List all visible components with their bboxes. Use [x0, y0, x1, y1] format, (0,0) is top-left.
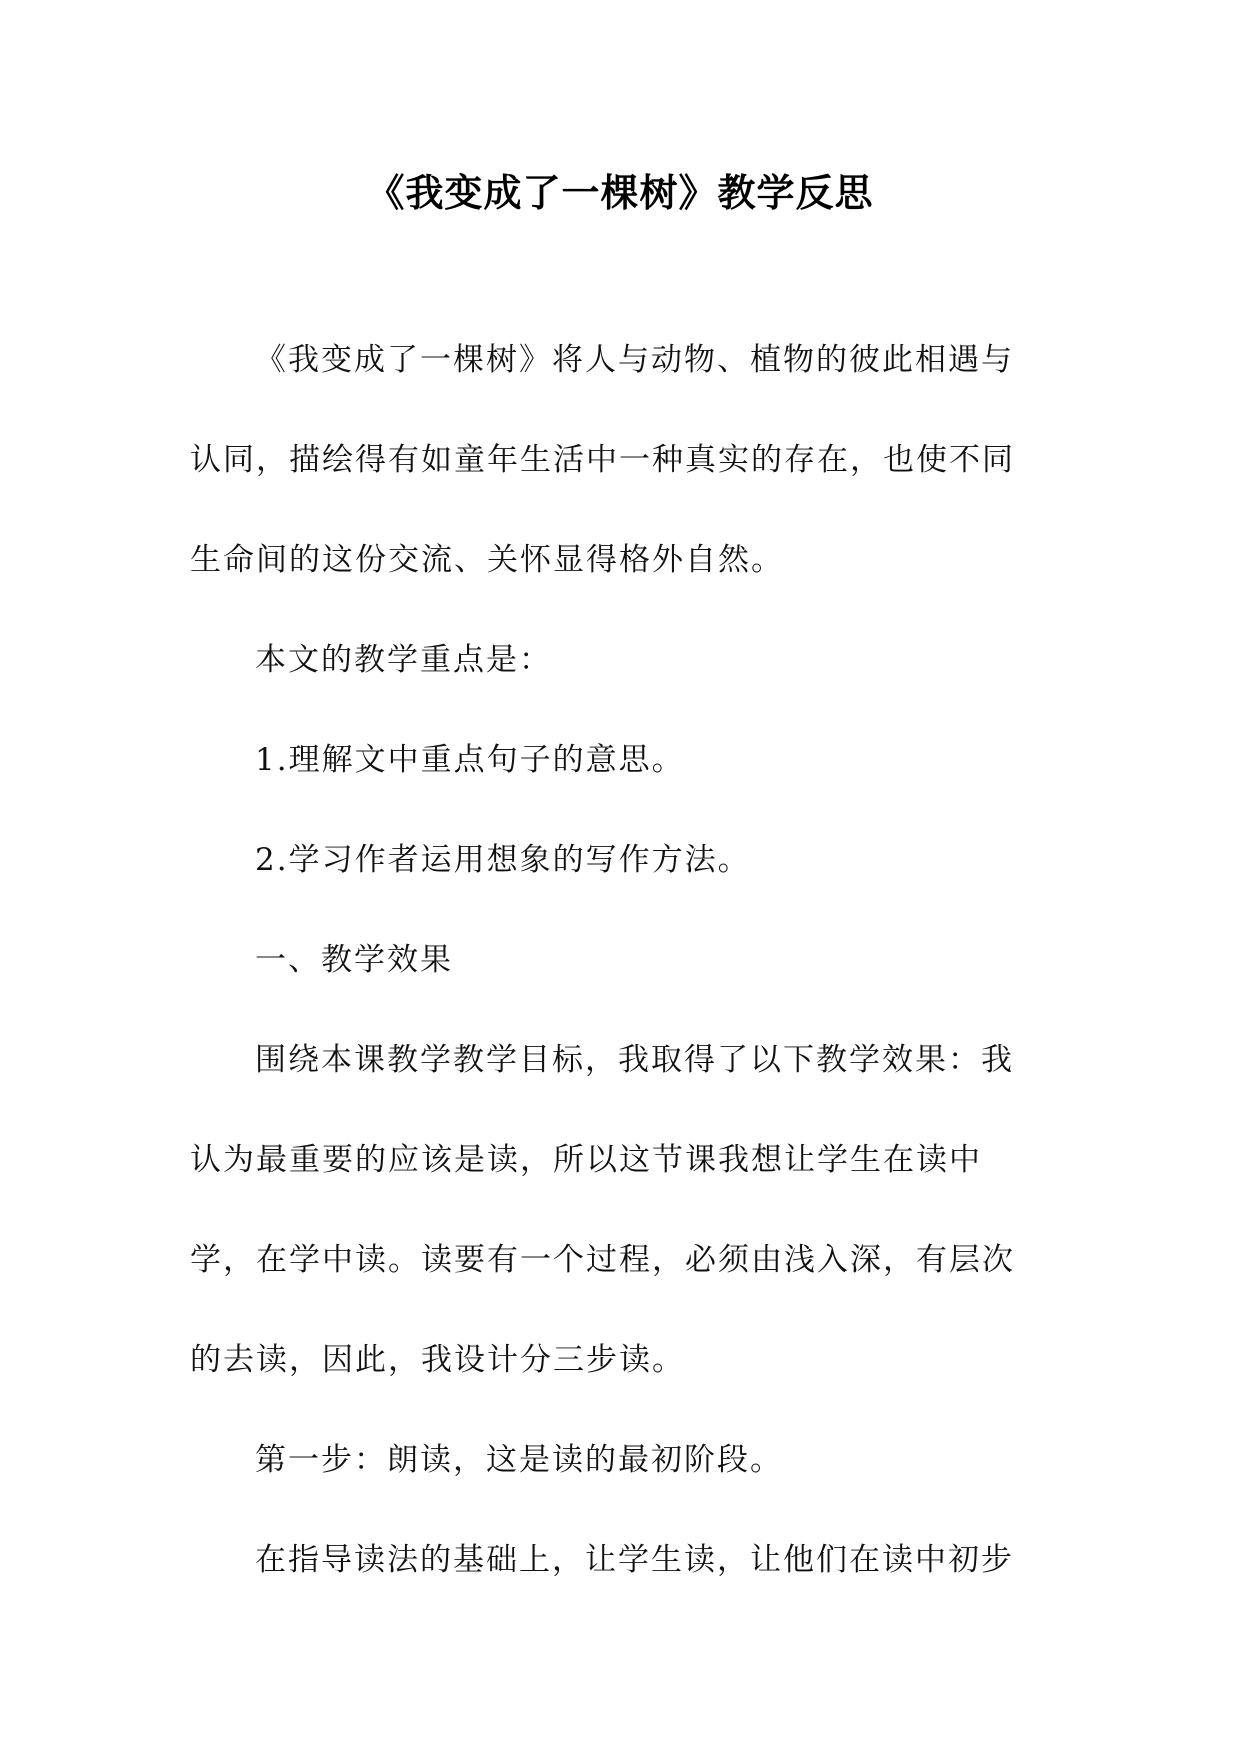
document-body [190, 310, 1040, 1610]
paragraph-teaching-effect: 围绕本课教学教学目标，我取得了以下教学效果：我认为最重要的应该是读，所以这节课我想让学生在读中学，在学中读。读要有一个过程，必须由浅入深，有层次的去读，因此，我设计分三步读。 [190, 1042, 1015, 1378]
paragraph-step-one: 第一步：朗读，这是读的最初阶段。 [255, 1442, 783, 1478]
paragraph-focus-item-2: 2.学习作者运用想象的写作方法。 [255, 842, 751, 878]
document-title: 《我变成了一棵树》教学反思 [366, 171, 874, 215]
paragraph-focus-item-1: 1.理解文中重点句子的意思。 [255, 742, 685, 778]
paragraph-focus-heading: 本文的教学重点是： [255, 642, 552, 678]
paragraph-intro: 《我变成了一棵树》将人与动物、植物的彼此相遇与认同，描绘得有如童年生活中一种真实的存在，也使不同生命间的这份交流、关怀显得格外自然。 [190, 342, 1015, 578]
section-heading-teaching-effect: 一、教学效果 [255, 942, 453, 978]
paragraph-reading-guidance: 在指导读法的基础上，让学生读，让他们在读中初步 [255, 1542, 1014, 1578]
